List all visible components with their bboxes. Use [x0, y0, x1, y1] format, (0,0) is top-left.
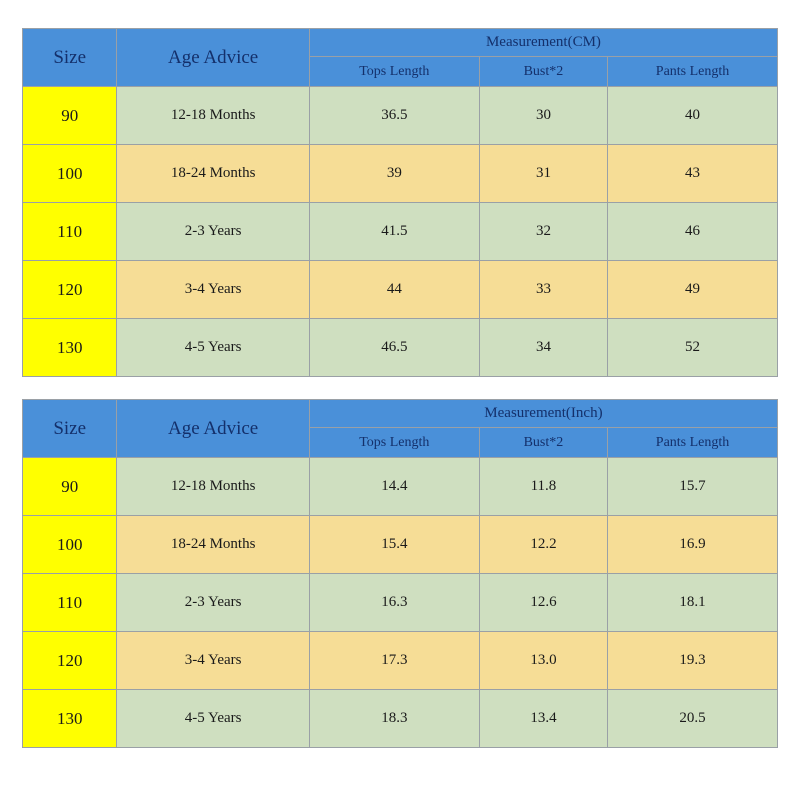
- cell-tops-length: 17.3: [309, 632, 479, 690]
- cell-age: 12-18 Months: [117, 458, 310, 516]
- cell-size: 130: [23, 319, 117, 377]
- cell-age: 4-5 Years: [117, 690, 310, 748]
- column-header-age-advice: Age Advice: [117, 29, 310, 87]
- cell-age: 3-4 Years: [117, 261, 310, 319]
- cell-size: 100: [23, 145, 117, 203]
- cell-size: 90: [23, 458, 117, 516]
- size-chart-table-cm: [22, 28, 778, 377]
- cell-size: 100: [23, 516, 117, 574]
- cell-pants-length: 20.5: [608, 690, 778, 748]
- cell-pants-length: 46: [608, 203, 778, 261]
- cell-age: 4-5 Years: [117, 319, 310, 377]
- cell-size: 110: [23, 574, 117, 632]
- size-chart-table-inch: [22, 399, 778, 748]
- column-header-tops-length: Tops Length: [309, 428, 479, 458]
- cell-bust: 34: [479, 319, 607, 377]
- table-body-inch: [23, 458, 778, 748]
- cell-pants-length: 15.7: [608, 458, 778, 516]
- cell-bust: 33: [479, 261, 607, 319]
- cell-tops-length: 15.4: [309, 516, 479, 574]
- cell-tops-length: 39: [309, 145, 479, 203]
- cell-bust: 30: [479, 87, 607, 145]
- cell-pants-length: 16.9: [608, 516, 778, 574]
- table-body-cm: [23, 87, 778, 377]
- table-header-cm: [23, 29, 778, 87]
- table-row: [23, 690, 778, 748]
- cell-size: 90: [23, 87, 117, 145]
- cell-age: 2-3 Years: [117, 574, 310, 632]
- column-header-size: Size: [23, 400, 117, 458]
- cell-size: 130: [23, 690, 117, 748]
- cell-pants-length: 52: [608, 319, 778, 377]
- column-header-size: Size: [23, 29, 117, 87]
- column-header-bust: Bust*2: [479, 57, 607, 87]
- table-row: [23, 145, 778, 203]
- column-header-tops-length: Tops Length: [309, 57, 479, 87]
- cell-pants-length: 49: [608, 261, 778, 319]
- cell-bust: 11.8: [479, 458, 607, 516]
- cell-tops-length: 46.5: [309, 319, 479, 377]
- cell-pants-length: 18.1: [608, 574, 778, 632]
- cell-age: 3-4 Years: [117, 632, 310, 690]
- cell-age: 2-3 Years: [117, 203, 310, 261]
- cell-pants-length: 19.3: [608, 632, 778, 690]
- column-header-pants-length: Pants Length: [608, 57, 778, 87]
- cell-bust: 31: [479, 145, 607, 203]
- cell-tops-length: 16.3: [309, 574, 479, 632]
- cell-size: 110: [23, 203, 117, 261]
- table-header-inch: [23, 400, 778, 458]
- table-row: [23, 87, 778, 145]
- column-header-measurement-group: Measurement(Inch): [309, 400, 777, 428]
- cell-tops-length: 41.5: [309, 203, 479, 261]
- cell-pants-length: 40: [608, 87, 778, 145]
- cell-bust: 13.4: [479, 690, 607, 748]
- cell-age: 12-18 Months: [117, 87, 310, 145]
- cell-tops-length: 18.3: [309, 690, 479, 748]
- column-header-age-advice: Age Advice: [117, 400, 310, 458]
- column-header-bust: Bust*2: [479, 428, 607, 458]
- table-row: [23, 203, 778, 261]
- table-row: [23, 516, 778, 574]
- cell-tops-length: 14.4: [309, 458, 479, 516]
- cell-age: 18-24 Months: [117, 516, 310, 574]
- cell-pants-length: 43: [608, 145, 778, 203]
- cell-size: 120: [23, 632, 117, 690]
- table-row: [23, 458, 778, 516]
- header-row-primary: [23, 29, 778, 57]
- cell-bust: 32: [479, 203, 607, 261]
- cell-bust: 12.6: [479, 574, 607, 632]
- table-row: [23, 574, 778, 632]
- cell-age: 18-24 Months: [117, 145, 310, 203]
- table-row: [23, 632, 778, 690]
- table-row: [23, 261, 778, 319]
- table-row: [23, 319, 778, 377]
- cell-tops-length: 44: [309, 261, 479, 319]
- cell-size: 120: [23, 261, 117, 319]
- header-row-primary: [23, 400, 778, 428]
- cell-bust: 12.2: [479, 516, 607, 574]
- cell-tops-length: 36.5: [309, 87, 479, 145]
- cell-bust: 13.0: [479, 632, 607, 690]
- column-header-pants-length: Pants Length: [608, 428, 778, 458]
- column-header-measurement-group: Measurement(CM): [309, 29, 777, 57]
